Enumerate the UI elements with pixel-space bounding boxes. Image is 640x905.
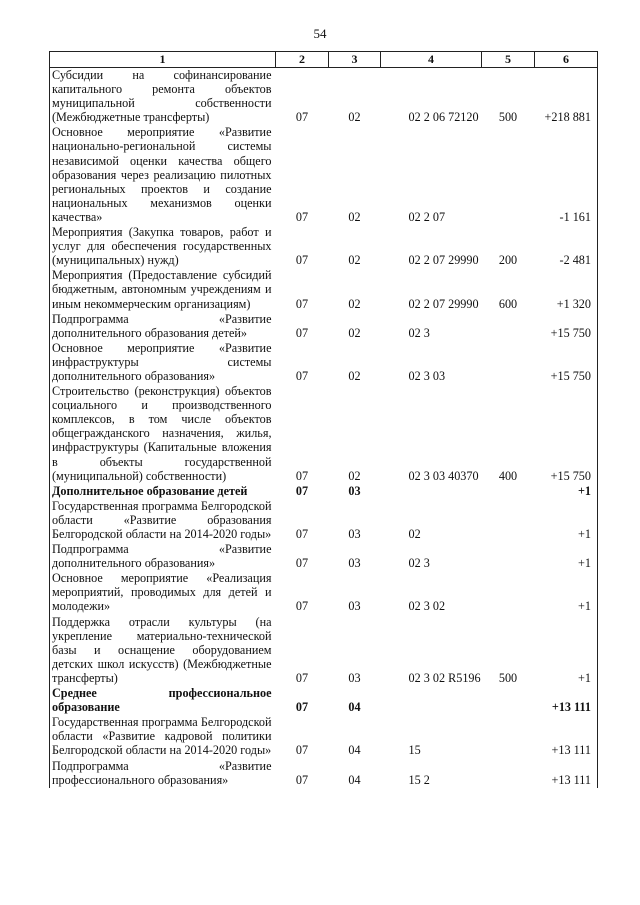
row-target-item: 02 2 07 29990	[408, 253, 479, 268]
row-subsection: 04	[348, 772, 361, 787]
row-target-item	[381, 484, 482, 499]
table-row	[50, 542, 598, 571]
row-amount: +13 111	[535, 715, 598, 758]
row-subsection: 03	[348, 527, 361, 541]
row-subsection: 02	[348, 296, 361, 311]
row-subsection: 02	[348, 110, 361, 125]
table-row	[50, 268, 598, 311]
row-expense-type	[482, 759, 535, 788]
row-name: Основное мероприятие «Развитие национально-региональной системы независимой оценки качества общего образования через реализацию пилотных региональных проектов и создание национальных механизмов оценки качества»	[50, 125, 276, 225]
row-amount: +13 111	[535, 759, 598, 788]
row-section: 07	[295, 325, 309, 340]
row-section: 07	[295, 556, 309, 571]
column-header: 3	[329, 52, 381, 68]
table-row	[50, 225, 598, 268]
row-section: 07	[295, 368, 309, 383]
page-number: 54	[313, 26, 327, 41]
row-expense-type	[482, 542, 535, 571]
row-section: 07	[295, 253, 309, 268]
row-subsection: 03	[348, 599, 361, 614]
row-name: Субсидии на софинансирование капитального ремонта объектов муниципальной собственности (Межбюджетные трансферты)	[50, 68, 276, 126]
row-name: Строительство (реконструкция) объектов социального и производственного комплексов, в том числе объектов общегражданского назначения, жилья, инфраструктуры (Капитальные вложения в объекты государственной (муниципальной) собственности)	[50, 384, 276, 484]
row-amount: +1	[535, 484, 598, 499]
row-subsection: 02	[348, 325, 361, 340]
row-expense-type	[482, 571, 535, 614]
row-subsection: 02	[348, 253, 361, 268]
row-amount: +13 111	[535, 686, 598, 715]
row-target-item	[381, 686, 482, 715]
row-target-item: 02 2 07 29990	[408, 296, 479, 311]
table-row	[50, 615, 598, 686]
row-amount: -1 161	[535, 125, 598, 225]
column-header: 4	[381, 52, 482, 68]
row-amount: +1	[535, 615, 598, 686]
row-name: Поддержка отрасли культуры (на укрепление материально-технической базы и оснащение оборудованием детских школ искусств) (Межбюджетные трансферты)	[50, 615, 276, 686]
row-name: Государственная программа Белгородской области «Развитие кадровой политики Белгородской области на 2014-2020 годы»	[50, 715, 276, 758]
row-subsection: 03	[348, 483, 361, 498]
row-expense-type: 400	[498, 468, 518, 483]
column-header: 2	[276, 52, 329, 68]
row-name: Мероприятия (Закупка товаров, работ и услуг для обеспечения государственных (муниципальных) нужд)	[50, 225, 276, 268]
row-target-item: 02 3 03 40370	[408, 468, 479, 483]
row-expense-type	[482, 312, 535, 341]
budget-table	[49, 51, 598, 788]
row-name: Среднее профессиональное образование	[50, 686, 276, 715]
row-target-item: 02 3 02 R5196	[408, 670, 481, 685]
row-target-item: 02 3 03	[408, 368, 446, 383]
row-section: 07	[295, 599, 309, 614]
row-expense-type	[482, 499, 535, 542]
row-expense-type	[482, 484, 535, 499]
row-target-item: 02 2 06 72120	[408, 110, 479, 125]
table-row	[50, 68, 598, 126]
row-subsection: 02	[348, 209, 361, 224]
row-name: Подпрограмма «Развитие дополнительного образования»	[50, 542, 276, 571]
table-row-section-total	[50, 484, 598, 499]
row-name: Мероприятия (Предоставление субсидий бюджетным, автономным учреждениям и иным некоммерческим организациям)	[50, 268, 276, 311]
row-amount: +1 320	[535, 268, 598, 311]
row-target-item: 15	[408, 743, 421, 758]
row-amount: +1	[535, 571, 598, 614]
row-amount: +218 881	[535, 68, 598, 126]
row-section: 07	[295, 772, 309, 787]
table-row	[50, 715, 598, 758]
row-name: Основное мероприятие «Развитие инфраструктуры системы дополнительного образования»	[50, 341, 276, 384]
row-subsection: 04	[348, 743, 361, 758]
row-expense-type	[482, 125, 535, 225]
row-expense-type	[482, 341, 535, 384]
row-target-item: 15 2	[408, 772, 430, 787]
row-section: 07	[295, 743, 309, 758]
row-amount: +15 750	[535, 341, 598, 384]
table-row	[50, 312, 598, 341]
table-row	[50, 571, 598, 614]
row-amount: +1	[535, 499, 598, 542]
row-section: 07	[295, 483, 309, 498]
row-name: Государственная программа Белгородской области «Развитие образования Белгородской области на 2014-2020 годы»	[50, 499, 276, 542]
row-amount: -2 481	[535, 225, 598, 268]
table-row	[50, 384, 598, 484]
table-row-section-total	[50, 686, 598, 715]
row-section: 07	[295, 700, 309, 715]
row-section: 07	[295, 209, 309, 224]
row-subsection: 02	[348, 468, 361, 483]
row-target-item: 02	[408, 527, 421, 541]
row-amount: +15 750	[535, 312, 598, 341]
row-amount: +1	[535, 542, 598, 571]
row-section: 07	[295, 110, 309, 125]
row-name: Подпрограмма «Развитие профессионального образования»	[50, 759, 276, 788]
row-expense-type: 500	[498, 670, 518, 685]
row-expense-type	[482, 686, 535, 715]
table-row	[50, 499, 598, 542]
row-expense-type	[482, 715, 535, 758]
table-row	[50, 759, 598, 788]
column-header: 1	[50, 52, 276, 68]
row-subsection: 04	[348, 700, 361, 715]
row-name: Дополнительное образование детей	[50, 484, 276, 499]
row-subsection: 03	[348, 670, 361, 685]
row-amount: +15 750	[535, 384, 598, 484]
row-expense-type: 600	[498, 296, 518, 311]
row-expense-type: 500	[498, 110, 518, 125]
row-target-item: 02 3	[408, 325, 430, 340]
row-section: 07	[295, 670, 309, 685]
table-row	[50, 341, 598, 384]
row-section: 07	[295, 296, 309, 311]
row-subsection: 03	[348, 556, 361, 571]
row-target-item: 02 3	[408, 556, 430, 571]
column-header: 6	[535, 52, 598, 68]
row-section: 07	[295, 468, 309, 483]
table-row	[50, 125, 598, 225]
row-target-item: 02 3 02	[408, 599, 446, 614]
row-expense-type: 200	[498, 253, 518, 268]
row-subsection: 02	[348, 368, 361, 383]
row-name: Основное мероприятие «Реализация мероприятий, проводимых для детей и молодежи»	[50, 571, 276, 614]
column-header: 5	[482, 52, 535, 68]
table-header-row	[50, 52, 598, 68]
row-target-item: 02 2 07	[408, 209, 446, 224]
row-section: 07	[295, 527, 309, 541]
row-name: Подпрограмма «Развитие дополнительного образования детей»	[50, 312, 276, 341]
